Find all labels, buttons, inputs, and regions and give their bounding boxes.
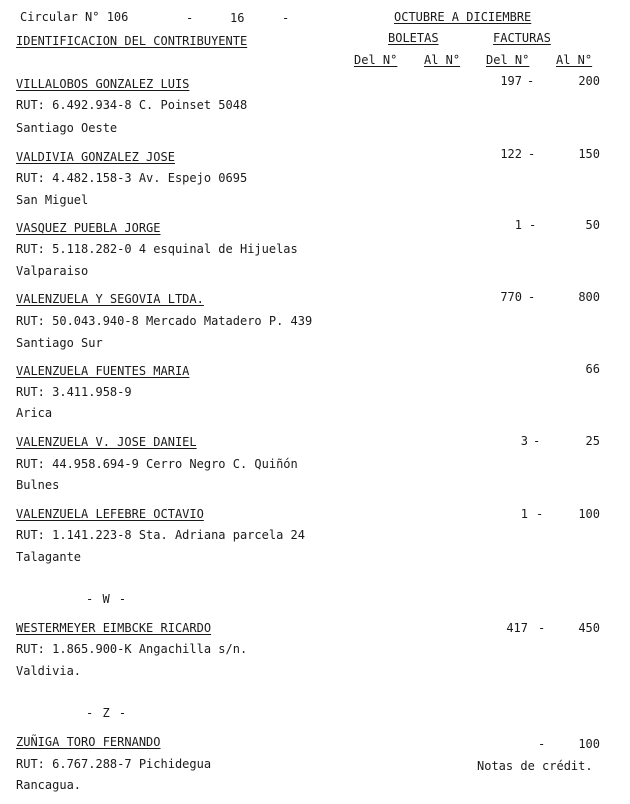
- section-title: IDENTIFICACION DEL CONTRIBUYENTE: [16, 34, 248, 48]
- range-separator: -: [528, 290, 536, 304]
- taxpayer-name: WESTERMEYER EIMBCKE RICARDO: [16, 621, 212, 635]
- rut-address: RUT: 50.043.940-8 Mercado Matadero P. 439: [16, 314, 313, 328]
- factura-to: 66: [585, 362, 600, 376]
- city: San Miguel: [16, 193, 89, 207]
- col-facturas-al: Al N°: [556, 53, 593, 67]
- col-boletas-del: Del N°: [354, 53, 398, 67]
- rut-address: RUT: 4.482.158-3 Av. Espejo 0695: [16, 171, 248, 185]
- factura-to: 50: [585, 218, 600, 232]
- range-separator: -: [533, 434, 541, 448]
- factura-to: 200: [578, 74, 600, 88]
- city: Santiago Oeste: [16, 121, 118, 135]
- city: Santiago Sur: [16, 336, 103, 350]
- rut-address: RUT: 5.118.282-0 4 esquinal de Hijuelas: [16, 242, 298, 256]
- taxpayer-name: VASQUEZ PUEBLA JORGE: [16, 221, 161, 235]
- taxpayer-name: VALENZUELA Y SEGOVIA LTDA.: [16, 292, 204, 306]
- circular-number: Circular N° 106: [20, 10, 129, 24]
- factura-from: 1: [514, 218, 522, 232]
- header-dash-right: -: [282, 11, 290, 25]
- taxpayer-name: VALENZUELA FUENTES MARIA: [16, 364, 190, 378]
- range-separator: -: [529, 218, 537, 232]
- col-facturas-del: Del N°: [486, 53, 530, 67]
- factura-from: 3: [520, 434, 528, 448]
- rut-address: RUT: 44.958.694-9 Cerro Negro C. Quiñón: [16, 457, 298, 471]
- rut-address: RUT: 3.411.958-9: [16, 385, 132, 399]
- section-divider-w: - W -: [86, 592, 127, 606]
- city: Valdivia.: [16, 664, 82, 678]
- header-dash-left: -: [186, 11, 194, 25]
- facturas-heading: FACTURAS: [493, 31, 551, 45]
- section-divider-z: - Z -: [86, 706, 127, 720]
- range-separator: -: [538, 621, 546, 635]
- city: Bulnes: [16, 478, 60, 492]
- city: Talagante: [16, 550, 82, 564]
- city: Arica: [16, 406, 53, 420]
- factura-from: 770: [500, 290, 522, 304]
- factura-to: 450: [578, 621, 600, 635]
- range-separator: -: [538, 737, 546, 751]
- rut-address: RUT: 1.141.223-8 Sta. Adriana parcela 24: [16, 528, 305, 542]
- range-separator: -: [527, 74, 535, 88]
- factura-to: 100: [578, 507, 600, 521]
- factura-to: 25: [585, 434, 600, 448]
- period-title: OCTUBRE A DICIEMBRE: [394, 10, 532, 24]
- taxpayer-name: VALENZUELA V. JOSE DANIEL: [16, 435, 197, 449]
- boletas-heading: BOLETAS: [388, 31, 439, 45]
- factura-from: 1: [520, 507, 528, 521]
- factura-from: 122: [500, 147, 522, 161]
- range-separator: -: [536, 507, 544, 521]
- city: Rancagua.: [16, 778, 82, 792]
- taxpayer-name: VALENZUELA LEFEBRE OCTAVIO: [16, 507, 204, 521]
- credit-note: Notas de crédit.: [477, 759, 593, 773]
- factura-from: 417: [506, 621, 528, 635]
- city: Valparaiso: [16, 264, 89, 278]
- page-number: 16: [230, 11, 245, 25]
- taxpayer-name: VALDIVIA GONZALEZ JOSE: [16, 150, 175, 164]
- range-separator: -: [528, 147, 536, 161]
- factura-to: 100: [578, 737, 600, 751]
- factura-from: 197: [500, 74, 522, 88]
- factura-to: 150: [578, 147, 600, 161]
- col-boletas-al: Al N°: [424, 53, 461, 67]
- rut-address: RUT: 1.865.900-K Angachilla s/n.: [16, 642, 248, 656]
- rut-address: RUT: 6.492.934-8 C. Poinset 5048: [16, 98, 248, 112]
- rut-address: RUT: 6.767.288-7 Pichidegua: [16, 757, 212, 771]
- factura-to: 800: [578, 290, 600, 304]
- taxpayer-name: ZUÑIGA TORO FERNANDO: [16, 735, 161, 749]
- taxpayer-name: VILLALOBOS GONZALEZ LUIS: [16, 77, 190, 91]
